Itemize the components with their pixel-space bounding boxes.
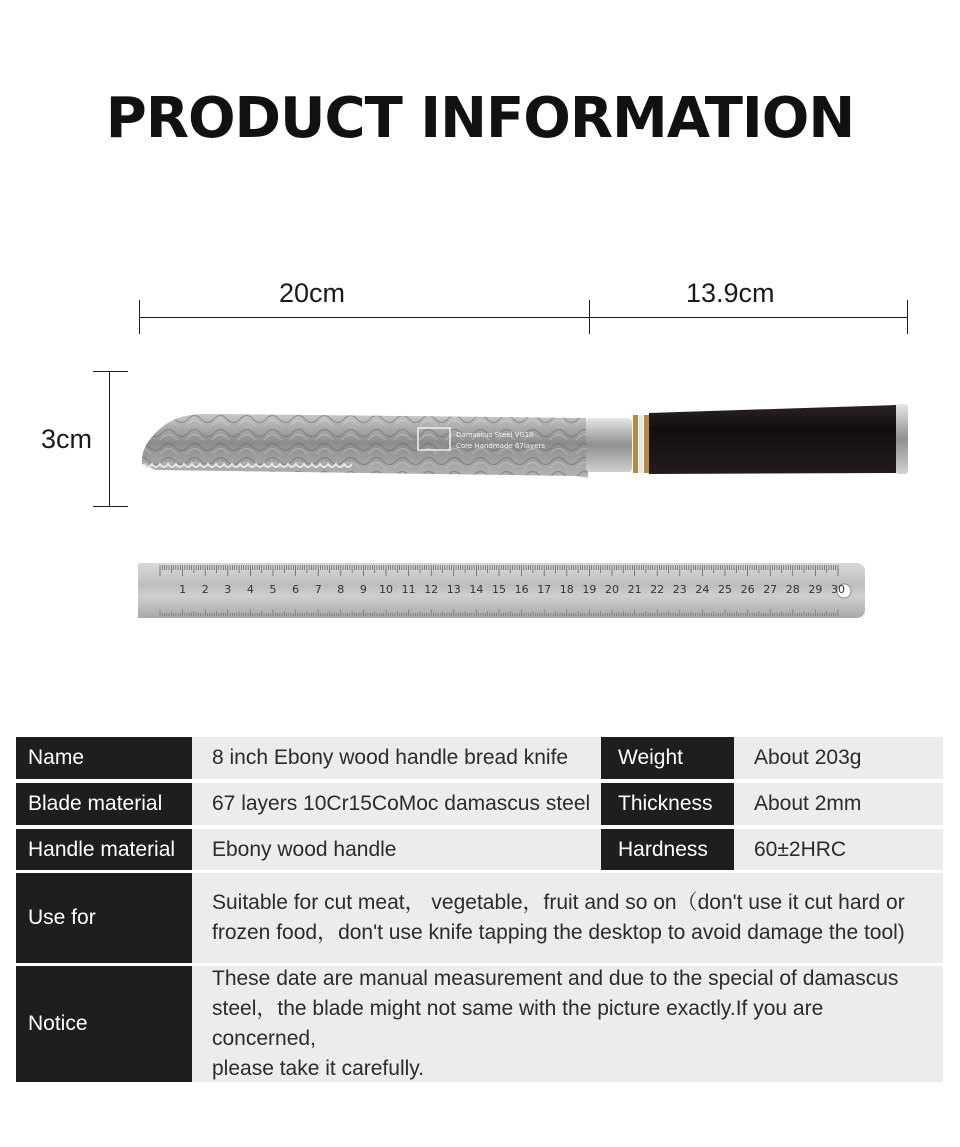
spec-row-name bbox=[16, 737, 943, 779]
hardness-value: 60±2HRC bbox=[734, 829, 943, 870]
ruler-number: 10 bbox=[379, 583, 393, 596]
height-label: 3cm bbox=[41, 424, 93, 454]
spec-row-blade-material bbox=[16, 783, 943, 825]
height-dimension-line bbox=[109, 371, 110, 507]
thickness-value: About 2mm bbox=[734, 783, 943, 825]
notice-line: please take it carefully. bbox=[212, 1057, 425, 1080]
blade-material-value: 67 layers 10Cr15CoMoc damascus steel bbox=[192, 783, 601, 825]
handle-length-label: 13.9cm bbox=[686, 278, 775, 308]
ruler-number: 15 bbox=[492, 583, 506, 596]
brass-ring bbox=[633, 415, 638, 473]
blade-length-label: 20cm bbox=[279, 278, 346, 308]
spec-row-use-for bbox=[16, 873, 943, 963]
ruler-number: 11 bbox=[401, 583, 416, 596]
notice-line: These date are manual measurement and due to the special of damascus bbox=[212, 967, 899, 990]
ruler-number: 23 bbox=[672, 583, 687, 596]
handle-material-value: Ebony wood handle bbox=[192, 829, 601, 870]
blade-engraving-line-2: Core Handmade 67layers bbox=[456, 442, 546, 450]
ruler-number: 21 bbox=[627, 583, 642, 596]
bread-knife-image bbox=[136, 398, 912, 478]
thickness-label: Thickness bbox=[601, 783, 734, 825]
ruler-number: 27 bbox=[763, 583, 778, 596]
ruler-number: 3 bbox=[224, 583, 232, 596]
ruler-number: 26 bbox=[740, 583, 755, 596]
notice-label: Notice bbox=[16, 966, 192, 1082]
spec-row-handle-material bbox=[16, 829, 943, 870]
ruler-number: 16 bbox=[514, 583, 529, 596]
name-value: 8 inch Ebony wood handle bread knife bbox=[192, 737, 601, 779]
ebony-handle bbox=[649, 405, 896, 474]
handle-material-label: Handle material bbox=[16, 829, 192, 870]
length-tick-middle bbox=[589, 300, 590, 334]
ruler-number: 30 bbox=[831, 583, 845, 596]
ruler-number: 1 bbox=[179, 583, 187, 596]
ruler-number: 12 bbox=[424, 583, 439, 596]
weight-label: Weight bbox=[601, 737, 734, 779]
page-title: PRODUCT INFORMATION bbox=[105, 86, 855, 151]
ruler-number: 24 bbox=[695, 583, 710, 596]
ruler-number: 20 bbox=[605, 583, 619, 596]
ruler-number: 7 bbox=[314, 583, 322, 596]
metal-ruler bbox=[138, 563, 865, 618]
ruler-number: 18 bbox=[559, 583, 574, 596]
notice-line: steel，the blade might not same with the picture exactly.If you are concerned, bbox=[212, 997, 824, 1050]
ruler-number: 6 bbox=[292, 583, 300, 596]
length-tick-right bbox=[907, 300, 908, 334]
hardness-label: Hardness bbox=[601, 829, 734, 870]
spec-row-notice bbox=[16, 966, 943, 1082]
ruler-number: 19 bbox=[582, 583, 597, 596]
ruler-number: 9 bbox=[359, 583, 367, 596]
notice-value bbox=[192, 966, 943, 1082]
length-tick-left bbox=[139, 300, 140, 334]
ruler-number: 2 bbox=[201, 583, 209, 596]
ruler-number: 17 bbox=[537, 583, 552, 596]
length-dimension-line bbox=[139, 317, 908, 318]
name-label: Name bbox=[16, 737, 192, 779]
ruler-number: 22 bbox=[650, 583, 665, 596]
use-for-label: Use for bbox=[16, 873, 192, 963]
weight-value: About 203g bbox=[734, 737, 943, 779]
handle-end-cap bbox=[896, 404, 908, 474]
ruler-number: 14 bbox=[469, 583, 484, 596]
ruler-number: 4 bbox=[246, 583, 254, 596]
ruler-number: 13 bbox=[446, 583, 461, 596]
height-tick-bottom bbox=[93, 506, 128, 507]
use-for-value bbox=[192, 873, 943, 963]
blade-material-label: Blade material bbox=[16, 783, 192, 825]
knife-bolster bbox=[586, 418, 632, 472]
height-tick-top bbox=[93, 371, 128, 372]
use-for-line: Suitable for cut meat， vegetable，fruit and so on（don't use it cut hard or bbox=[212, 891, 905, 914]
blade-engraving-line-1: Damascus Steel VG10 bbox=[456, 431, 534, 439]
use-for-line: frozen food，don't use knife tapping the desktop to avoid damage the tool) bbox=[212, 921, 905, 944]
ruler-number: 5 bbox=[269, 583, 277, 596]
ruler-number: 8 bbox=[337, 583, 345, 596]
ruler-number: 28 bbox=[785, 583, 800, 596]
ruler-number: 29 bbox=[808, 583, 823, 596]
ruler-number: 25 bbox=[718, 583, 732, 596]
